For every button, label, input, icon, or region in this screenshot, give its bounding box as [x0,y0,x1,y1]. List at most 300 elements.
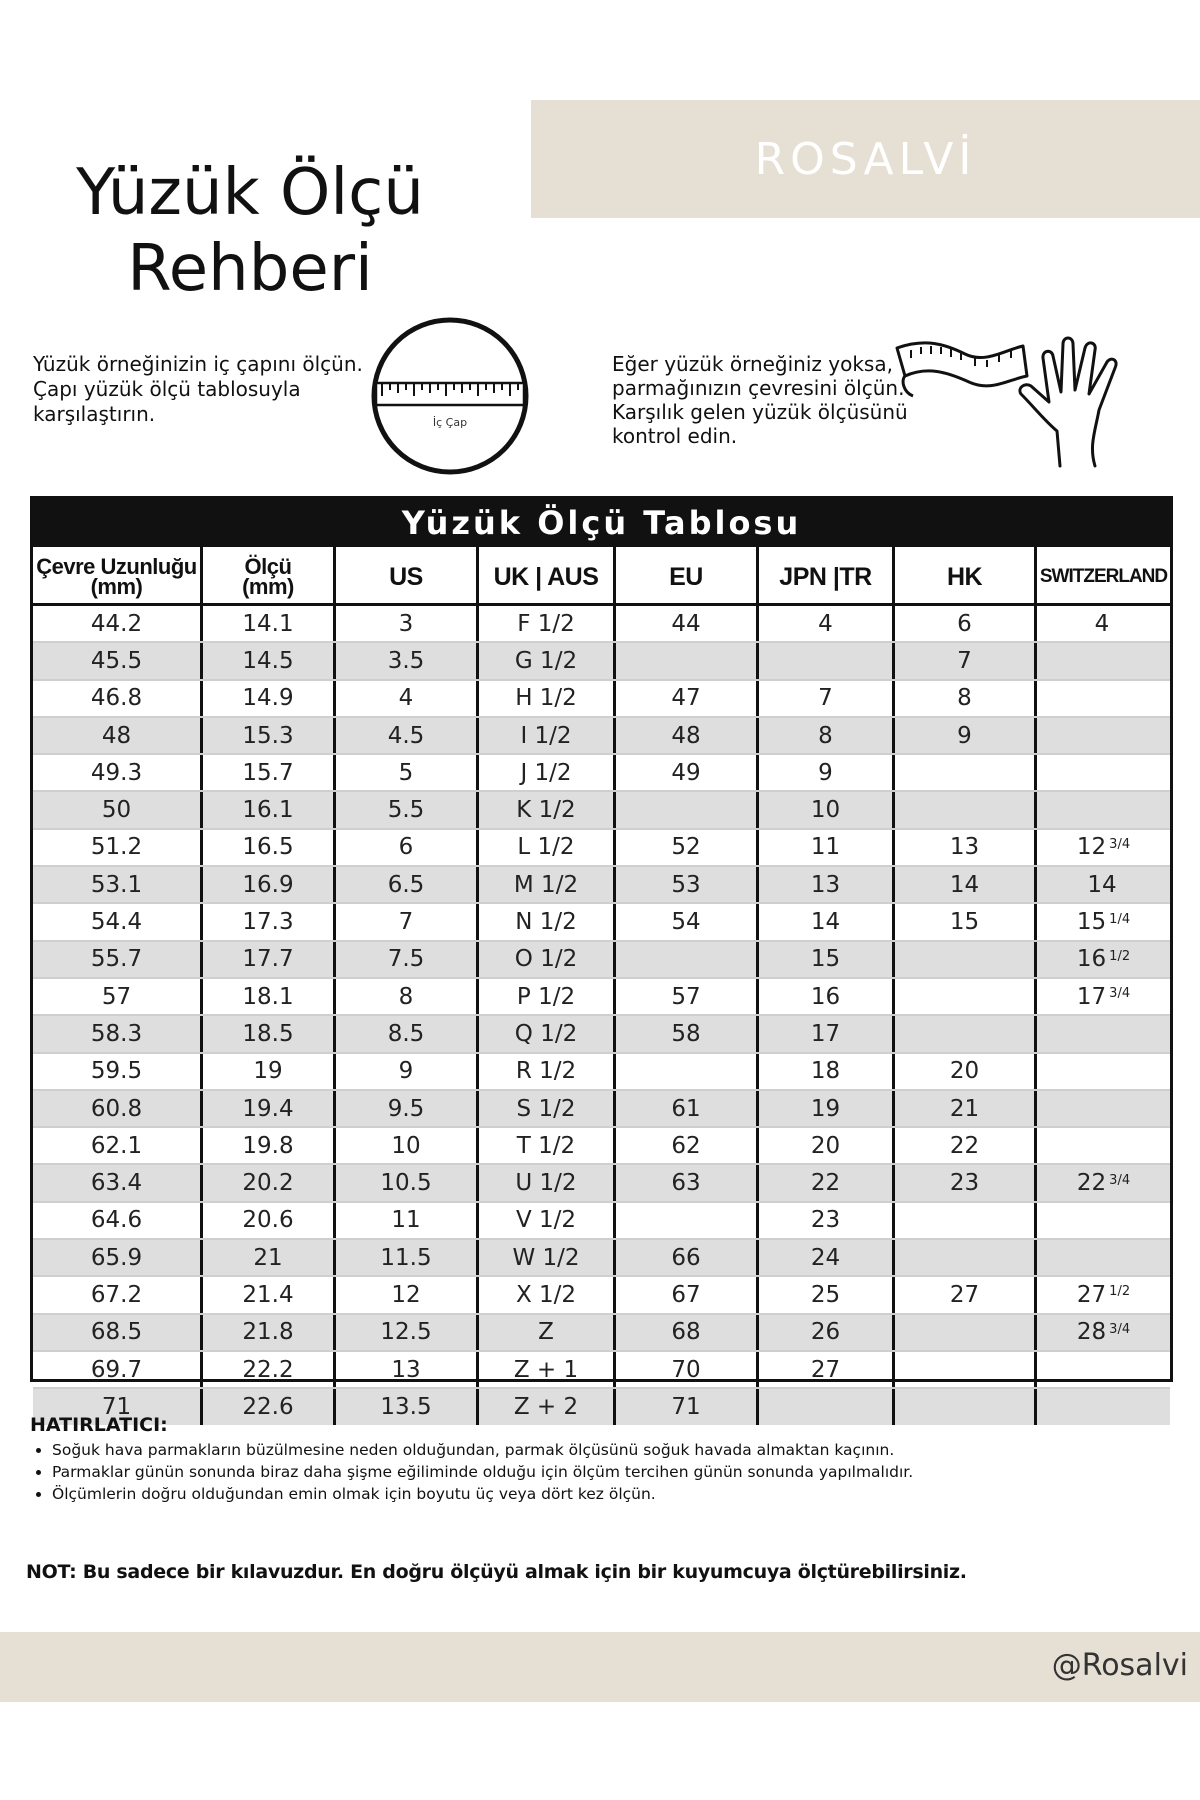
cell-jpn-tr [759,1240,895,1275]
cell-circumference-value: 48 [101,722,132,749]
cell-uk-aus [479,606,616,641]
cell-uk-aus-value: Q 1/2 [514,1020,578,1047]
cell-circumference [33,830,203,865]
cell-circumference [33,1240,203,1275]
header-circumference-line2: (mm) [90,574,143,599]
cell-switzerland [1037,1054,1170,1089]
cell-switzerland-value: 16 [1076,946,1107,973]
cell-us [336,606,479,641]
cell-uk-aus-value: G 1/2 [514,647,578,674]
cell-eu-value: 70 [671,1356,701,1383]
footer-band [0,1632,1200,1702]
cell-uk-aus [479,755,616,790]
table-row [33,1054,1170,1091]
cell-jpn-tr-value: 13 [810,871,841,898]
cell-circumference-value: 46.8 [90,685,143,712]
cell-uk-aus-value: K 1/2 [516,797,576,824]
cell-uk-aus-value: N 1/2 [515,909,577,936]
page-title-line1: Yüzük Ölçü [76,156,424,230]
cell-uk-aus [479,718,616,753]
cell-jpn-tr [759,606,895,641]
cell-eu-value: 67 [671,1281,701,1308]
cell-size-mm-value: 15.3 [242,722,294,749]
cell-hk [895,1054,1037,1089]
cell-eu [616,755,759,790]
cell-circumference-value: 71 [101,1393,132,1420]
cell-size-mm-value: 16.1 [242,797,294,824]
ruler-circle-icon [370,316,530,476]
cell-jpn-tr-value: 17 [810,1020,841,1047]
cell-uk-aus-value: Z [538,1319,554,1346]
cell-us-value: 11.5 [380,1244,432,1271]
cell-circumference-value: 63.4 [90,1170,143,1197]
table-row [33,606,1170,643]
cell-hk [895,904,1037,939]
reminder-list [30,1439,1170,1505]
header-jpn-tr: JPN |TR [759,547,895,603]
cell-uk-aus [479,1054,616,1089]
cell-uk-aus-value: L 1/2 [517,834,575,861]
cell-circumference [33,755,203,790]
cell-hk [895,1315,1037,1350]
cell-circumference [33,867,203,902]
cell-hk [895,792,1037,827]
cell-circumference-value: 59.5 [90,1058,143,1085]
cell-circumference-value: 57 [101,983,132,1010]
table-row [33,643,1170,680]
cell-circumference [33,1315,203,1350]
cell-jpn-tr [759,1016,895,1051]
cell-size-mm-value: 16.9 [242,871,294,898]
cell-circumference-value: 54.4 [90,909,143,936]
cell-us [336,942,479,977]
cell-hk-value: 15 [949,909,980,936]
cell-jpn-tr [759,1277,895,1312]
cell-eu [616,1277,759,1312]
cell-switzerland [1037,979,1170,1014]
cell-us [336,1091,479,1126]
cell-circumference-value: 55.7 [90,946,143,973]
cell-switzerland-value: 15 [1076,909,1107,936]
ruler-label: İç Çap [432,416,468,429]
cell-eu [616,1240,759,1275]
cell-circumference [33,1165,203,1200]
cell-uk-aus [479,1165,616,1200]
cell-eu-value: 66 [671,1244,701,1271]
cell-uk-aus-value: J 1/2 [520,759,572,786]
cell-circumference-value: 49.3 [90,759,143,786]
cell-eu [616,830,759,865]
cell-hk [895,1016,1037,1051]
header-size-line2: (mm) [242,574,294,599]
cell-hk-value: 9 [957,722,972,749]
cell-us [336,1203,479,1238]
cell-switzerland [1037,755,1170,790]
cell-switzerland [1037,1277,1170,1312]
cell-hk [895,942,1037,977]
cell-us [336,1240,479,1275]
cell-eu [616,904,759,939]
cell-jpn-tr-value: 7 [818,685,833,712]
cell-size-mm [203,1277,336,1312]
cell-circumference-value: 68.5 [90,1319,143,1346]
cell-circumference [33,681,203,716]
cell-eu [616,1128,759,1163]
cell-circumference-value: 62.1 [90,1132,143,1159]
reminder-section [30,1414,1170,1505]
cell-jpn-tr-value: 22 [810,1170,841,1197]
cell-circumference-value: 50 [101,797,132,824]
cell-uk-aus-value: Z + 2 [513,1393,579,1420]
cell-hk [895,1352,1037,1387]
cell-jpn-tr-value: 11 [810,834,841,861]
cell-us [336,1128,479,1163]
cell-uk-aus [479,1240,616,1275]
cell-size-mm-value: 21 [253,1244,283,1271]
cell-jpn-tr [759,643,895,678]
cell-us-value: 13 [391,1356,421,1383]
cell-us [336,755,479,790]
cell-size-mm-value: 19 [253,1058,283,1085]
cell-switzerland-value: 12 [1076,834,1107,861]
intro-right-line: kontrol edin. [612,424,738,448]
cell-circumference-value: 53.1 [90,871,143,898]
cell-jpn-tr [759,979,895,1014]
cell-jpn-tr [759,718,895,753]
cell-eu-value: 44 [671,610,701,637]
header-size-mm [203,547,336,603]
cell-jpn-tr-value: 16 [810,983,841,1010]
cell-hk-value: 21 [949,1095,980,1122]
cell-circumference [33,1016,203,1051]
cell-uk-aus [479,979,616,1014]
cell-eu-value: 61 [671,1095,701,1122]
cell-eu-value: 49 [671,759,701,786]
header-switzerland: SWITZERLAND [1039,566,1168,587]
cell-jpn-tr-value: 20 [810,1132,841,1159]
cell-eu [616,681,759,716]
cell-jpn-tr-value: 15 [810,946,841,973]
cell-us [336,681,479,716]
table-row [33,681,1170,718]
cell-uk-aus-value: V 1/2 [515,1207,577,1234]
cell-size-mm-value: 20.6 [242,1207,294,1234]
table-row [33,1277,1170,1314]
cell-uk-aus-value: W 1/2 [512,1244,580,1271]
cell-switzerland [1037,830,1170,865]
cell-us [336,1165,479,1200]
cell-circumference [33,718,203,753]
cell-uk-aus-value: P 1/2 [516,983,576,1010]
cell-us-value: 8.5 [387,1020,425,1047]
cell-switzerland-value: 17 [1076,983,1107,1010]
cell-size-mm [203,792,336,827]
cell-size-mm [203,904,336,939]
cell-eu [616,606,759,641]
intro-left-text [33,352,383,427]
header-size-line1: Ölçü [244,554,292,579]
table-row [33,792,1170,829]
table-row [33,1016,1170,1053]
table-row [33,1091,1170,1128]
cell-circumference [33,942,203,977]
cell-jpn-tr-value: 8 [818,722,833,749]
cell-switzerland-value: 28 [1076,1319,1107,1346]
table-row [33,755,1170,792]
cell-switzerland [1037,904,1170,939]
cell-eu [616,718,759,753]
cell-hk [895,1203,1037,1238]
cell-circumference [33,904,203,939]
cell-uk-aus-value: H 1/2 [515,685,577,712]
note-text: NOT: Bu sadece bir kılavuzdur. En doğru ölçüyü almak için bir kuyumcuya ölçtürebilirsiniz. [26,1561,967,1583]
cell-us-value: 9 [398,1058,414,1085]
page-title [40,155,460,307]
header-hk: HK [895,547,1037,603]
cell-size-mm [203,1315,336,1350]
cell-size-mm [203,942,336,977]
cell-size-mm-value: 17.3 [242,909,294,936]
cell-size-mm-value: 15.7 [242,759,294,786]
table-row [33,1315,1170,1352]
cell-circumference [33,1203,203,1238]
cell-us [336,904,479,939]
intro-right-line: Karşılık gelen yüzük ölçüsünü [612,400,908,424]
cell-size-mm [203,1128,336,1163]
hand-icon [1015,336,1150,471]
cell-us-value: 12.5 [380,1319,432,1346]
cell-circumference-value: 69.7 [90,1356,143,1383]
cell-circumference-value: 65.9 [90,1244,143,1271]
cell-us [336,979,479,1014]
cell-hk [895,718,1037,753]
table-row [33,942,1170,979]
cell-switzerland [1037,867,1170,902]
cell-hk [895,681,1037,716]
cell-us [336,1054,479,1089]
cell-eu [616,979,759,1014]
cell-size-mm [203,718,336,753]
cell-size-mm-value: 18.1 [242,983,294,1010]
cell-circumference-value: 44.2 [90,610,143,637]
cell-us-value: 7.5 [387,946,425,973]
cell-jpn-tr [759,830,895,865]
cell-uk-aus-value: M 1/2 [513,871,579,898]
cell-hk-value: 23 [949,1170,980,1197]
cell-eu [616,1315,759,1350]
cell-eu [616,942,759,977]
cell-size-mm-value: 14.1 [242,610,294,637]
cell-switzerland [1037,1016,1170,1051]
intro-left-line: karşılaştırın. [33,402,156,426]
cell-uk-aus-value: T 1/2 [516,1132,576,1159]
cell-jpn-tr-value: 27 [810,1356,841,1383]
cell-size-mm-value: 16.5 [242,834,294,861]
cell-switzerland-value: 27 [1076,1281,1107,1308]
cell-jpn-tr-value: 25 [810,1281,841,1308]
cell-size-mm-value: 22.6 [242,1393,294,1420]
cell-switzerland-fraction: 1/4 [1109,911,1131,927]
cell-switzerland-value: 4 [1094,610,1110,637]
cell-us-value: 10 [391,1132,421,1159]
cell-circumference-value: 64.6 [90,1207,143,1234]
cell-us-value: 13.5 [380,1393,432,1420]
cell-size-mm-value: 18.5 [242,1020,294,1047]
cell-hk-value: 14 [949,871,980,898]
cell-jpn-tr-value: 19 [810,1095,841,1122]
cell-eu [616,1352,759,1387]
cell-uk-aus [479,643,616,678]
cell-eu-value: 54 [671,909,701,936]
cell-jpn-tr [759,755,895,790]
cell-us [336,1352,479,1387]
cell-us [336,643,479,678]
cell-size-mm-value: 17.7 [242,946,294,973]
cell-us-value: 3 [398,610,414,637]
table-row [33,718,1170,755]
cell-uk-aus [479,942,616,977]
cell-eu [616,1091,759,1126]
cell-switzerland [1037,792,1170,827]
cell-uk-aus [479,681,616,716]
cell-hk-value: 27 [949,1281,980,1308]
cell-switzerland-value: 14 [1087,871,1117,898]
reminder-item: • Ölçümlerin doğru olduğundan emin olmak için boyutu üç veya dört kez ölçün. [52,1483,1170,1505]
cell-jpn-tr-value: 10 [810,797,841,824]
cell-switzerland-fraction: 3/4 [1109,836,1131,852]
cell-uk-aus [479,904,616,939]
cell-circumference [33,606,203,641]
cell-circumference [33,643,203,678]
intro-right-line: Eğer yüzük örneğiniz yoksa, [612,352,893,376]
cell-eu [616,792,759,827]
cell-eu-value: 58 [671,1020,701,1047]
brand-band [531,100,1200,218]
cell-jpn-tr [759,1352,895,1387]
cell-switzerland-fraction: 3/4 [1109,986,1131,1002]
cell-us [336,1277,479,1312]
cell-switzerland [1037,606,1170,641]
cell-eu-value: 62 [671,1132,701,1159]
cell-size-mm-value: 22.2 [242,1356,294,1383]
measuring-tape-icon [895,336,1030,411]
table-row [33,1128,1170,1165]
cell-us-value: 11 [391,1207,421,1234]
cell-switzerland [1037,681,1170,716]
cell-switzerland [1037,1165,1170,1200]
cell-jpn-tr [759,681,895,716]
cell-us-value: 4.5 [387,722,425,749]
cell-switzerland [1037,1128,1170,1163]
brand-logo-text: ROSALVİ [754,133,977,185]
cell-size-mm [203,1091,336,1126]
cell-us-value: 10.5 [380,1170,432,1197]
table-row [33,904,1170,941]
cell-us-value: 5.5 [387,797,425,824]
ring-size-table [30,496,1173,1420]
intro-left-line: Çapı yüzük ölçü tablosuyla [33,377,301,401]
cell-eu-value: 47 [671,685,701,712]
cell-circumference [33,1091,203,1126]
cell-uk-aus [479,1203,616,1238]
cell-uk-aus-value: U 1/2 [515,1170,577,1197]
cell-circumference [33,1128,203,1163]
intro-right-text [612,352,912,448]
cell-hk [895,1128,1037,1163]
cell-uk-aus-value: X 1/2 [515,1281,577,1308]
cell-hk [895,1091,1037,1126]
cell-size-mm [203,681,336,716]
cell-switzerland-fraction: 3/4 [1109,1172,1131,1188]
cell-jpn-tr-value: 26 [810,1319,841,1346]
cell-hk-value: 8 [957,685,972,712]
table-row [33,830,1170,867]
cell-eu-value: 63 [671,1170,701,1197]
cell-circumference-value: 60.8 [90,1095,143,1122]
cell-switzerland [1037,1203,1170,1238]
cell-switzerland-value: 22 [1076,1170,1107,1197]
cell-eu-value: 53 [671,871,701,898]
cell-jpn-tr-value: 24 [810,1244,841,1271]
intro-right-line: parmağınızın çevresini ölçün. [612,376,905,400]
cell-jpn-tr [759,792,895,827]
cell-uk-aus-value: S 1/2 [516,1095,576,1122]
cell-circumference [33,1352,203,1387]
reminder-item: • Soğuk hava parmakların büzülmesine neden olduğundan, parmak ölçüsünü soğuk havada almaktan kaçının. [52,1439,1170,1461]
cell-uk-aus [479,867,616,902]
cell-size-mm [203,979,336,1014]
cell-size-mm [203,1016,336,1051]
cell-hk [895,979,1037,1014]
table-title: Yüzük Ölçü Tablosu [33,499,1170,547]
cell-eu-value: 48 [671,722,701,749]
cell-hk [895,643,1037,678]
cell-us [336,830,479,865]
cell-us-value: 6 [398,834,414,861]
cell-switzerland [1037,1315,1170,1350]
table-header-row [33,547,1170,606]
page-title-line2: Rehberi [127,232,373,306]
cell-switzerland [1037,942,1170,977]
cell-circumference [33,979,203,1014]
header-uk-aus: UK | AUS [479,547,616,603]
cell-jpn-tr [759,1203,895,1238]
cell-size-mm [203,755,336,790]
cell-jpn-tr-value: 18 [810,1058,841,1085]
table-row [33,1203,1170,1240]
cell-hk [895,867,1037,902]
cell-hk-value: 22 [949,1132,980,1159]
cell-jpn-tr [759,1165,895,1200]
cell-hk-value: 7 [957,647,972,674]
cell-eu [616,1203,759,1238]
table-row [33,1240,1170,1277]
cell-circumference [33,1054,203,1089]
cell-size-mm [203,1240,336,1275]
cell-switzerland [1037,1240,1170,1275]
cell-uk-aus-value: O 1/2 [514,946,578,973]
cell-size-mm [203,643,336,678]
cell-uk-aus [479,830,616,865]
cell-eu [616,1165,759,1200]
cell-eu-value: 68 [671,1319,701,1346]
cell-us-value: 12 [391,1281,421,1308]
cell-jpn-tr [759,867,895,902]
cell-switzerland [1037,1091,1170,1126]
cell-jpn-tr [759,1315,895,1350]
cell-uk-aus-value: I 1/2 [520,722,572,749]
cell-uk-aus-value: R 1/2 [515,1058,577,1085]
